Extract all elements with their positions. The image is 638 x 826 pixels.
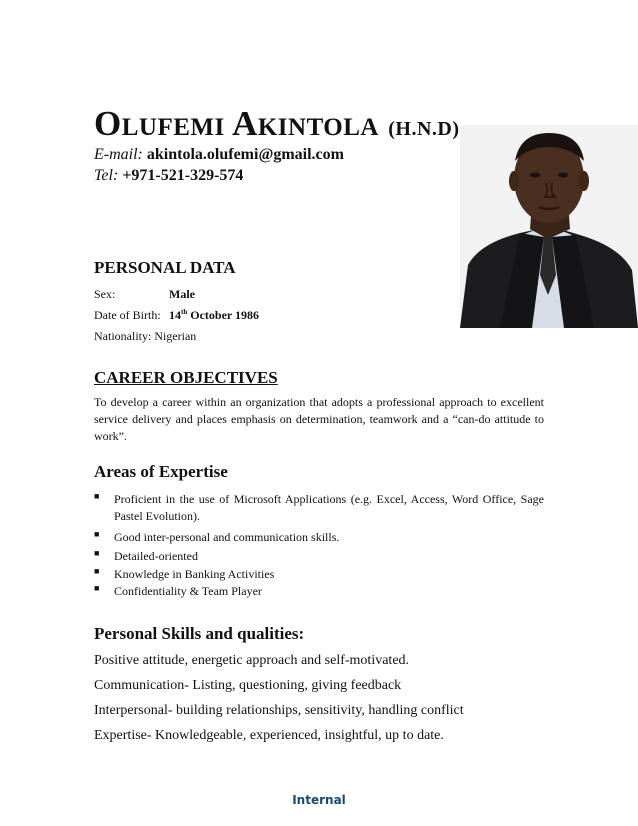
dob-day: 14 — [169, 308, 181, 322]
skill-line: Interpersonal- building relationships, sensitivity, handling conflict — [94, 703, 464, 718]
email-line — [94, 146, 344, 164]
expertise-item-text: Confidentiality & Team Player — [114, 584, 262, 598]
bullet-square-icon: ■ — [94, 491, 100, 501]
name-last-rest: KINTOLA — [257, 114, 379, 141]
name-first-rest: LUFEMI — [121, 114, 225, 141]
bullet-square-icon: ■ — [94, 548, 100, 558]
nationality-value: Nigerian — [154, 329, 197, 343]
dob-suffix: th — [181, 308, 188, 316]
nationality-row — [94, 329, 196, 344]
classification-label: Internal — [292, 793, 346, 807]
name-last-initial: A — [232, 104, 258, 143]
sex-value: Male — [169, 287, 195, 301]
expertise-item-text: Good inter-personal and communication skills. — [114, 530, 340, 544]
tel-label: Tel: — [94, 167, 119, 184]
email-value[interactable]: akintola.olufemi@gmail.com — [146, 146, 344, 163]
expertise-item-text: Proficient in the use of Microsoft Applications (e.g. Excel, Access, Word Office, Sage Pastel Evolution). — [114, 492, 544, 523]
sex-row — [94, 287, 195, 302]
tel-value: +971-521-329-574 — [122, 167, 244, 184]
expertise-title: Areas of Expertise — [94, 462, 228, 481]
portrait-photo — [460, 125, 638, 328]
bullet-square-icon: ■ — [94, 583, 100, 593]
career-objectives-title: CAREER OBJECTIVES — [94, 368, 278, 387]
portrait-photo-icon — [460, 125, 638, 328]
bullet-square-icon: ■ — [94, 529, 100, 539]
dob-row — [94, 308, 259, 323]
nationality-label: Nationality: — [94, 329, 152, 343]
skill-line: Expertise- Knowledgeable, experienced, insightful, up to date. — [94, 728, 444, 743]
name-suffix: (H.N.D) — [388, 118, 460, 140]
career-objectives-text: To develop a career within an organization that adopts a professional approach to excellent service delivery and places emphasis on determination, teamwork and a “can-do attitude to work”. — [94, 395, 544, 443]
expertise-item-text: Detailed-oriented — [114, 549, 198, 563]
personal-data-title: PERSONAL DATA — [94, 258, 236, 277]
name-first-initial: O — [94, 104, 122, 143]
skills-title: Personal Skills and qualities: — [94, 624, 305, 643]
bullet-square-icon: ■ — [94, 566, 100, 576]
skill-line: Communication- Listing, questioning, giving feedback — [94, 678, 402, 693]
tel-line — [94, 167, 243, 185]
sex-label: Sex: — [94, 287, 116, 301]
expertise-item-text: Knowledge in Banking Activities — [114, 567, 275, 581]
dob-rest: October 1986 — [190, 308, 259, 322]
dob-label: Date of Birth: — [94, 308, 161, 322]
email-label: E-mail: — [94, 146, 143, 163]
candidate-name — [94, 104, 460, 144]
skill-line: Positive attitude, energetic approach and self-motivated. — [94, 653, 410, 668]
